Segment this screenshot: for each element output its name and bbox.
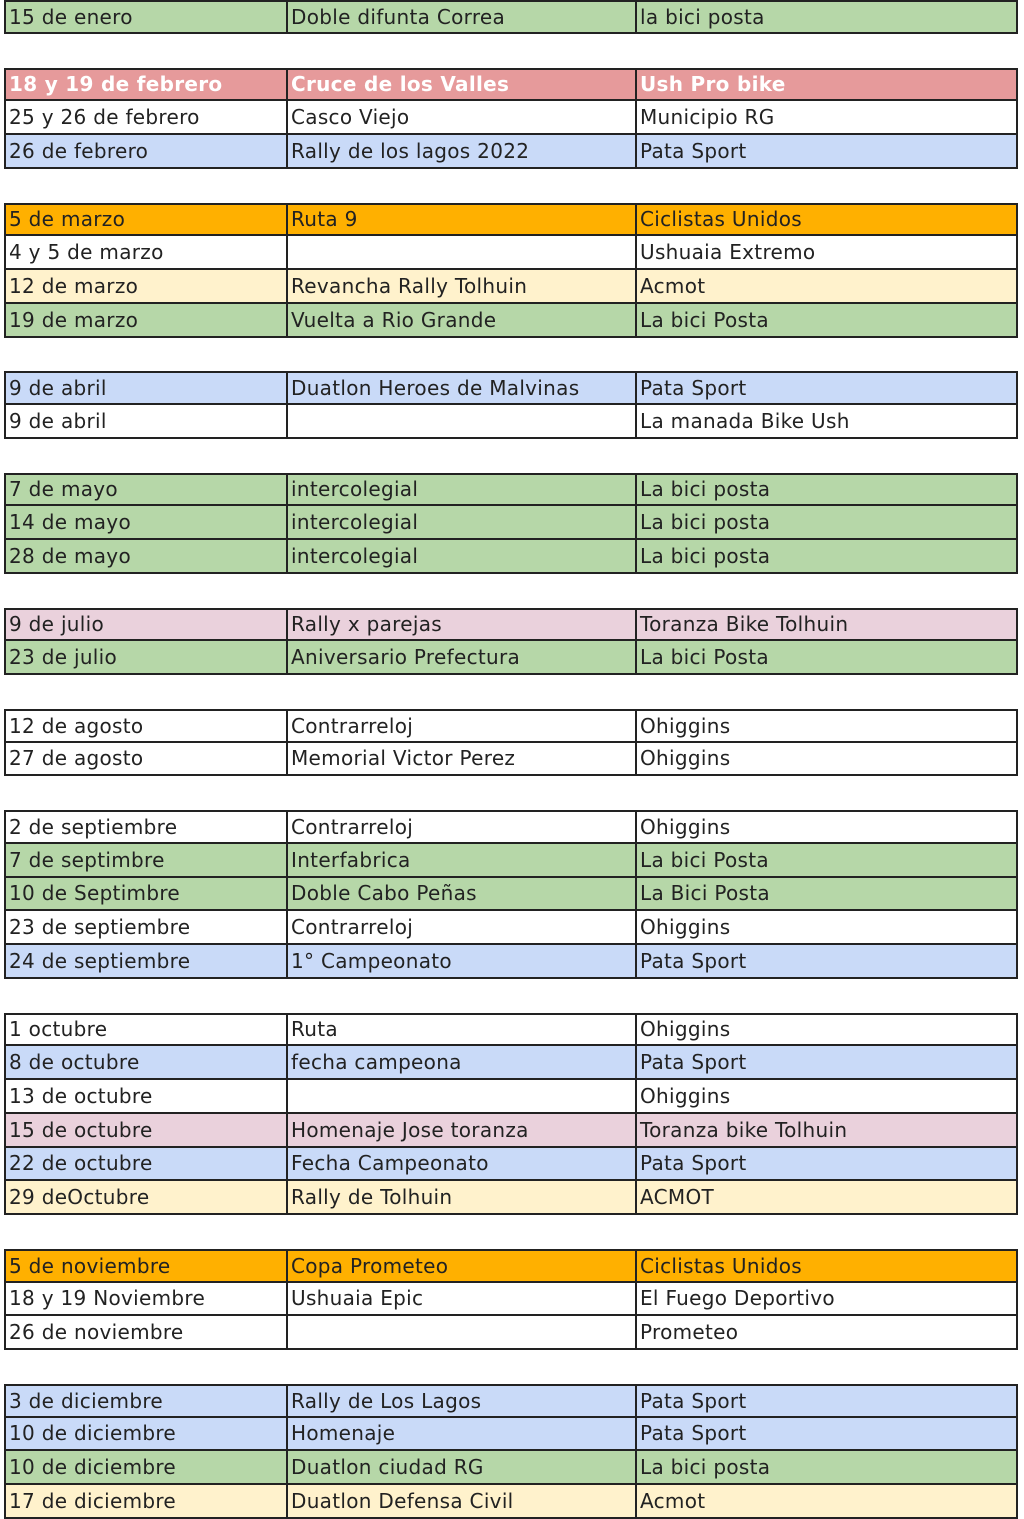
date-cell[interactable]: 12 de agosto xyxy=(6,711,288,741)
spacer-row xyxy=(4,675,1018,709)
table-row xyxy=(4,236,1018,270)
event-cell[interactable]: Contrarreloj xyxy=(288,812,637,842)
spacer-row xyxy=(4,338,1018,372)
date-cell[interactable]: 12 de marzo xyxy=(6,270,288,302)
table-row xyxy=(4,1080,1018,1114)
date-cell[interactable]: 15 de enero xyxy=(6,2,288,32)
table-row xyxy=(4,270,1018,304)
event-cell[interactable]: Homenaje xyxy=(288,1418,637,1450)
table-row xyxy=(4,540,1018,574)
organizer-cell[interactable]: Pata Sport xyxy=(640,138,747,163)
organizer-cell[interactable]: Prometeo xyxy=(640,1320,739,1345)
organizer-cell[interactable]: Pata Sport xyxy=(640,376,747,401)
organizer-cell[interactable]: Pata Sport xyxy=(640,948,747,973)
event-cell[interactable]: Vuelta a Rio Grande xyxy=(288,304,637,336)
event-cell[interactable]: Rally x parejas xyxy=(288,610,637,640)
table-row xyxy=(4,371,1018,405)
organizer-cell[interactable]: Ushuaia Extremo xyxy=(640,240,816,265)
table-row xyxy=(4,709,1018,743)
spacer-row xyxy=(4,776,1018,810)
organizer-cell[interactable]: Ciclistas Unidos xyxy=(640,207,802,232)
spacer-row xyxy=(4,979,1018,1013)
table-row xyxy=(4,101,1018,135)
table-row xyxy=(4,945,1018,979)
organizer-cell[interactable]: La bici Posta xyxy=(640,847,769,872)
table-row xyxy=(4,304,1018,338)
event-cell[interactable]: Duatlon Defensa Civil xyxy=(288,1485,637,1517)
organizer-cell[interactable]: Acmot xyxy=(640,273,706,298)
event-cell[interactable]: Contrarreloj xyxy=(288,711,637,741)
table-row xyxy=(4,810,1018,844)
event-cell[interactable]: Interfabrica xyxy=(288,844,637,876)
date-cell[interactable]: 27 de agosto xyxy=(6,743,288,775)
organizer-cell[interactable]: La bici posta xyxy=(640,510,771,535)
table-row xyxy=(4,473,1018,507)
event-cell[interactable]: Rally de Tolhuin xyxy=(288,1181,637,1213)
date-cell[interactable]: 1 octubre xyxy=(6,1015,288,1045)
table-row xyxy=(4,405,1018,439)
organizer-cell[interactable]: Toranza Bike Tolhuin xyxy=(640,612,849,637)
date-cell[interactable]: 29 deOctubre xyxy=(6,1181,288,1213)
date-cell[interactable]: 7 de mayo xyxy=(6,475,288,505)
event-cell[interactable]: Duatlon ciudad RG xyxy=(288,1451,637,1483)
date-cell[interactable]: 10 de diciembre xyxy=(6,1418,288,1450)
date-cell[interactable]: 10 de diciembre xyxy=(6,1451,288,1483)
table-row xyxy=(4,1249,1018,1283)
organizer-cell[interactable]: Pata Sport xyxy=(640,1050,747,1075)
date-cell[interactable]: 18 y 19 de febrero xyxy=(6,70,288,100)
date-cell[interactable]: 9 de julio xyxy=(6,610,288,640)
date-cell[interactable]: 4 y 5 de marzo xyxy=(6,236,288,268)
date-cell[interactable]: 25 y 26 de febrero xyxy=(6,101,288,133)
table-row xyxy=(4,878,1018,912)
date-cell[interactable]: 15 de octubre xyxy=(6,1114,288,1146)
event-cell[interactable]: intercolegial xyxy=(288,540,637,572)
organizer-cell[interactable]: La Bici Posta xyxy=(640,881,770,906)
organizer-cell[interactable]: La bici Posta xyxy=(640,645,769,670)
spacer-row xyxy=(4,1350,1018,1384)
organizer-cell[interactable]: Toranza bike Tolhuin xyxy=(640,1117,848,1142)
event-cell[interactable]: 1° Campeonato xyxy=(288,945,637,977)
table-row xyxy=(4,608,1018,642)
date-cell[interactable]: 13 de octubre xyxy=(6,1080,288,1112)
event-cell[interactable]: Duatlon Heroes de Malvinas xyxy=(288,373,637,403)
event-cell[interactable]: Ruta 9 xyxy=(288,205,637,235)
organizer-cell[interactable]: Pata Sport xyxy=(640,1151,747,1176)
table-row xyxy=(4,1283,1018,1317)
organizer-cell[interactable]: Ohiggins xyxy=(640,746,731,771)
table-row xyxy=(4,0,1018,34)
date-cell[interactable]: 22 de octubre xyxy=(6,1148,288,1180)
event-calendar-table xyxy=(4,0,1018,1519)
organizer-cell[interactable]: La bici posta xyxy=(640,477,771,502)
date-cell[interactable]: 5 de marzo xyxy=(6,205,288,235)
event-cell[interactable]: Fecha Campeonato xyxy=(288,1148,637,1180)
event-cell[interactable]: Ruta xyxy=(288,1015,637,1045)
event-cell[interactable]: intercolegial xyxy=(288,506,637,538)
organizer-cell[interactable]: Ohiggins xyxy=(640,915,731,940)
organizer-cell[interactable]: ACMOT xyxy=(640,1185,715,1210)
date-cell[interactable]: 14 de mayo xyxy=(6,506,288,538)
event-cell[interactable]: Revancha Rally Tolhuin xyxy=(288,270,637,302)
event-cell[interactable] xyxy=(288,405,637,437)
table-row xyxy=(4,203,1018,237)
event-cell[interactable]: Casco Viejo xyxy=(288,101,637,133)
organizer-cell[interactable]: Pata Sport xyxy=(640,1421,747,1446)
date-cell[interactable]: 28 de mayo xyxy=(6,540,288,572)
table-row xyxy=(4,506,1018,540)
event-cell[interactable] xyxy=(288,236,637,268)
organizer-cell[interactable]: La bici posta xyxy=(640,1455,771,1480)
event-cell[interactable]: Aniversario Prefectura xyxy=(288,641,637,673)
organizer-cell[interactable]: Ciclistas Unidos xyxy=(640,1253,802,1278)
event-cell[interactable]: Ushuaia Epic xyxy=(288,1283,637,1315)
event-cell[interactable]: intercolegial xyxy=(288,475,637,505)
table-row xyxy=(4,1418,1018,1452)
table-row xyxy=(4,1316,1018,1350)
date-cell[interactable]: 19 de marzo xyxy=(6,304,288,336)
organizer-cell[interactable]: Acmot xyxy=(640,1488,706,1513)
date-cell[interactable]: 17 de diciembre xyxy=(6,1485,288,1517)
date-cell[interactable]: 9 de abril xyxy=(6,405,288,437)
event-cell[interactable]: fecha campeona xyxy=(288,1046,637,1078)
spacer-row xyxy=(4,439,1018,473)
table-row xyxy=(4,1384,1018,1418)
table-row xyxy=(4,1046,1018,1080)
organizer-cell[interactable]: Ohiggins xyxy=(640,1017,731,1042)
table-row xyxy=(4,1148,1018,1182)
table-row xyxy=(4,911,1018,945)
date-cell[interactable]: 23 de septiembre xyxy=(6,911,288,943)
organizer-cell[interactable]: La bici Posta xyxy=(640,307,769,332)
event-cell[interactable]: Rally de los lagos 2022 xyxy=(288,135,637,167)
organizer-cell[interactable]: La manada Bike Ush xyxy=(640,408,850,433)
table-row xyxy=(4,1485,1018,1519)
organizer-cell[interactable]: Municipio RG xyxy=(640,105,775,130)
date-cell[interactable]: 2 de septiembre xyxy=(6,812,288,842)
organizer-cell[interactable]: Pata Sport xyxy=(640,1388,747,1413)
event-cell[interactable]: Memorial Victor Perez xyxy=(288,743,637,775)
organizer-cell[interactable]: El Fuego Deportivo xyxy=(640,1286,835,1311)
table-row xyxy=(4,68,1018,102)
spacer-row xyxy=(4,574,1018,608)
date-cell[interactable]: 8 de octubre xyxy=(6,1046,288,1078)
date-cell[interactable]: 3 de diciembre xyxy=(6,1386,288,1416)
table-row xyxy=(4,1181,1018,1215)
organizer-cell[interactable]: Ohiggins xyxy=(640,1083,731,1108)
event-cell[interactable] xyxy=(288,1316,637,1348)
table-row xyxy=(4,641,1018,675)
table-row xyxy=(4,743,1018,777)
date-cell[interactable]: 9 de abril xyxy=(6,373,288,403)
event-cell[interactable]: Copa Prometeo xyxy=(288,1251,637,1281)
event-cell[interactable]: Rally de Los Lagos xyxy=(288,1386,637,1416)
table-row xyxy=(4,1451,1018,1485)
spacer-row xyxy=(4,169,1018,203)
spacer-row xyxy=(4,34,1018,68)
date-cell[interactable]: 18 y 19 Noviembre xyxy=(6,1283,288,1315)
event-cell[interactable]: Doble Cabo Peñas xyxy=(288,878,637,910)
date-cell[interactable]: 10 de Septimbre xyxy=(6,878,288,910)
spacer-row xyxy=(4,1215,1018,1249)
organizer-cell[interactable]: la bici posta xyxy=(640,4,765,29)
table-row xyxy=(4,844,1018,878)
organizer-cell[interactable]: La bici posta xyxy=(640,543,771,568)
date-cell[interactable]: 7 de septimbre xyxy=(6,844,288,876)
table-row xyxy=(4,1114,1018,1148)
event-cell[interactable]: Contrarreloj xyxy=(288,911,637,943)
event-cell[interactable]: Doble difunta Correa xyxy=(288,2,637,32)
organizer-cell[interactable]: Ohiggins xyxy=(640,814,731,839)
table-row xyxy=(4,135,1018,169)
organizer-cell[interactable]: Ohiggins xyxy=(640,713,731,738)
date-cell[interactable]: 24 de septiembre xyxy=(6,945,288,977)
event-cell[interactable] xyxy=(288,1080,637,1112)
organizer-cell[interactable]: Ush Pro bike xyxy=(640,72,786,97)
event-cell[interactable]: Homenaje Jose toranza xyxy=(288,1114,637,1146)
date-cell[interactable]: 26 de noviembre xyxy=(6,1316,288,1348)
table-row xyxy=(4,1013,1018,1047)
date-cell[interactable]: 26 de febrero xyxy=(6,135,288,167)
date-cell[interactable]: 23 de julio xyxy=(6,641,288,673)
event-cell[interactable]: Cruce de los Valles xyxy=(288,70,637,100)
date-cell[interactable]: 5 de noviembre xyxy=(6,1251,288,1281)
